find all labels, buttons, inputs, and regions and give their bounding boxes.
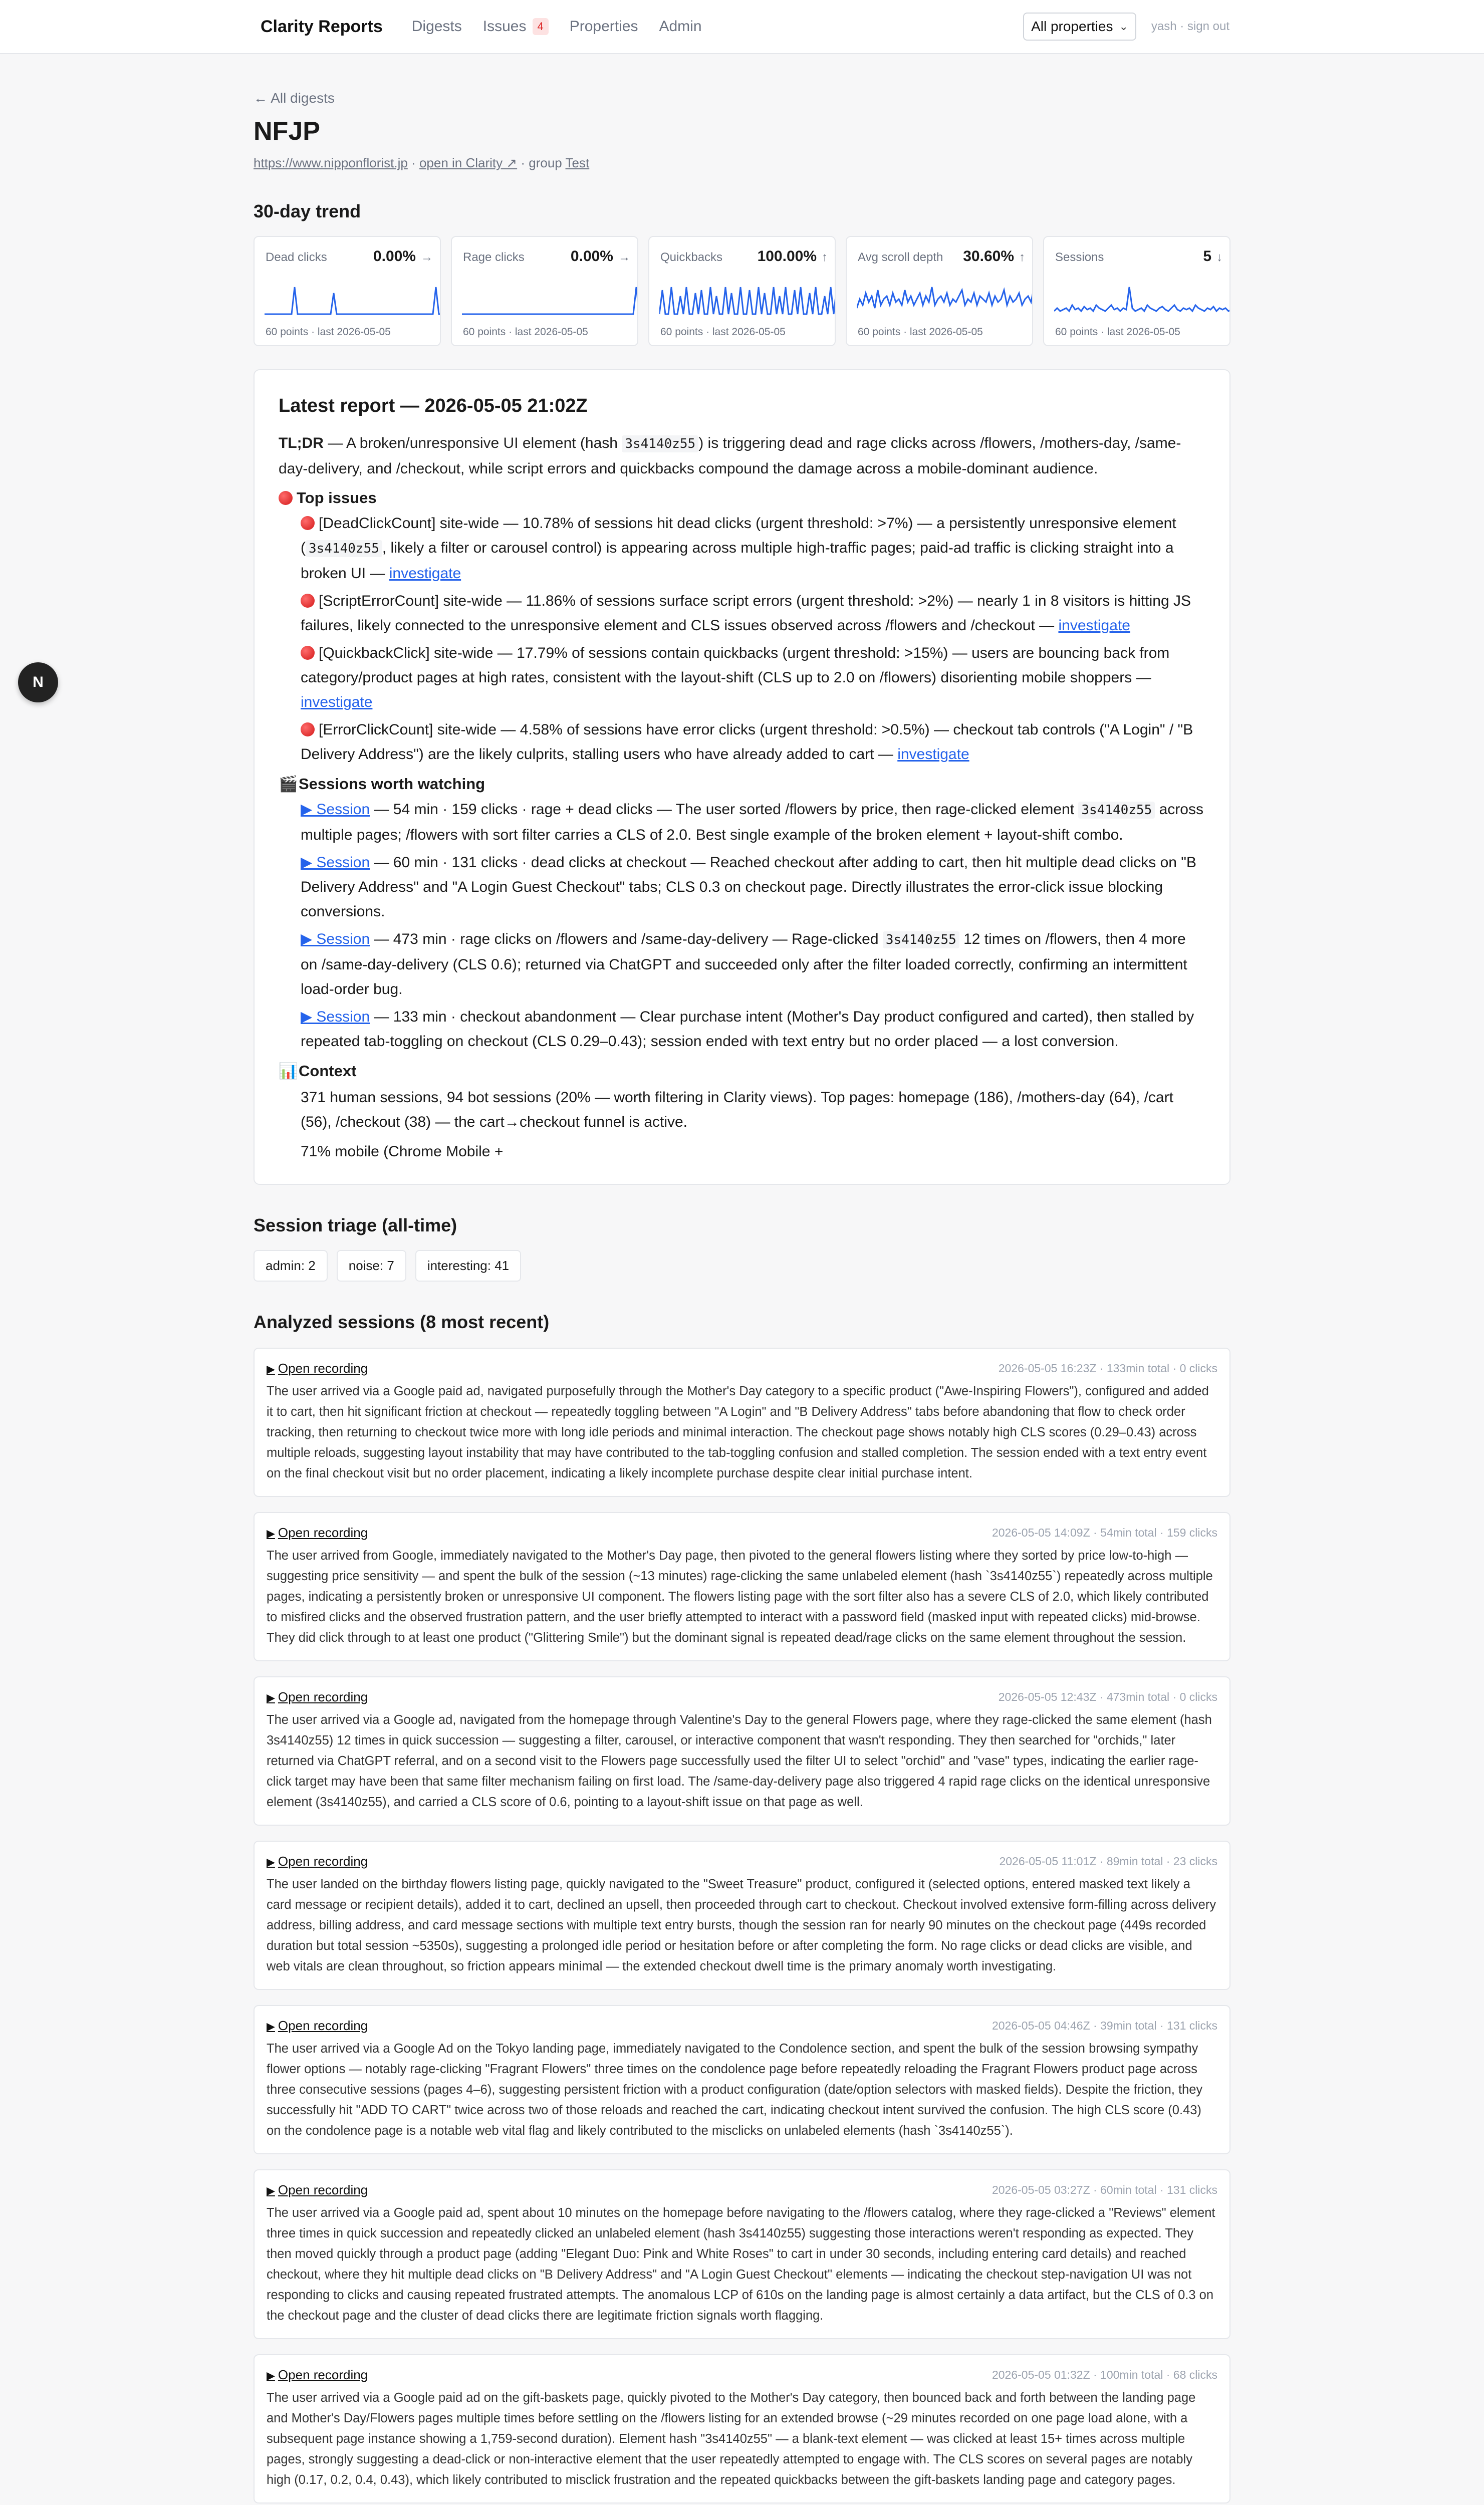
session-meta: 2026-05-05 14:09Z · 54min total · 159 clicks — [992, 1526, 1217, 1539]
session-card — [254, 1841, 1230, 1990]
element-hash: 3s4140z55 — [1078, 802, 1155, 819]
issues-count-badge: 4 — [533, 18, 549, 35]
session-summary: The user arrived from Google, immediately navigated to the Mother's Day page, then pivoted to the general flowers listing where they sorted by price low-to-high — suggesting price sensitivity — and spent the bulk of the session (~13 minutes) rage-clicking the same unlabeled element (hash `3s4140z55`) repeatedly across multiple pages, indicating a persistently broken or unresponsive UI component. The flowers listing page with the sort filter also has a severe CLS of 2.0, which likely contributed to misfired clicks and the observed frustration pattern, and the user briefly attempted to interact with a password field (masked input with repeated clicks) mid-browse. They did click through to at least one product ("Glittering Smile") but the dominant signal is repeated dead/rage clicks on the same element throughout the session. — [267, 1549, 1213, 1645]
session-meta: 2026-05-05 11:01Z · 89min total · 23 clicks — [999, 1855, 1217, 1868]
session-meta: 2026-05-05 03:27Z · 60min total · 131 clicks — [992, 2183, 1217, 2196]
trend-value: 0.00% — [373, 248, 416, 265]
sparkline — [659, 280, 836, 320]
sparkline — [857, 280, 1033, 320]
back-to-digests-link[interactable]: ← All digests — [254, 90, 335, 106]
arrow-down-icon: ↓ — [1216, 250, 1222, 264]
investigate-link[interactable]: investigate — [301, 694, 373, 710]
triage-chip-interesting[interactable]: interesting: 41 — [415, 1250, 521, 1282]
issue-text: [ScriptErrorCount] site-wide — 11.86% of sessions surface script errors (urgent threshold: >2%) — nearly 1 in 8 visitors is hitting JS failures, likely connected to the unresponsive element and CLS issues observed across /flowers and /checkout — — [301, 593, 1191, 634]
trend-value: 30.60% — [963, 248, 1014, 265]
trend-footnote: 60 points · last 2026-05-05 — [1055, 326, 1180, 338]
open-recording-link[interactable] — [267, 1689, 368, 1705]
trend-card-scroll-depth[interactable] — [846, 236, 1033, 346]
session-link[interactable]: ▶ Session — [301, 854, 370, 871]
property-subline — [254, 155, 1230, 171]
session-link[interactable]: ▶ Session — [301, 801, 370, 818]
play-icon: ▶ — [267, 1691, 275, 1704]
session-summary: The user landed on the birthday flowers listing page, quickly navigated to the "Sweet Treasure" product, configured it (selected options, entered masked text likely a card message or recipient details), added it to cart, declined an upsell, then proceeded through cart to checkout. Checkout involved extensive form-filling across delivery address, billing address, and card message sections with multiple text entry bursts, though the session ran for nearly 90 minutes on the checkout page (449s recorded duration but total session ~5350s), suggesting a prolonged idle period or hesitation before or after completing the form. No rage clicks or dead clicks are visible, and web vitals are clean throughout, so friction appears minimal — the extended checkout dwell time is the primary anomaly worth investigating. — [267, 1877, 1216, 1973]
session-card — [254, 1676, 1230, 1826]
issue-text: [DeadClickCount] site-wide — 10.78% of sessions hit dead clicks (urgent threshold: >7%) — a persistently unresponsive element ( — [301, 515, 1176, 556]
sparkline-series — [857, 287, 1033, 308]
session-summary: The user arrived via a Google paid ad, spent about 10 minutes on the homepage before navigating to the /flowers catalog, where they rage-clicked a "Reviews" element three times in quick succession and repeatedly clicked an unlabeled element (hash 3s4140z55) suggesting those interactions weren't responding as expected. They then moved quickly through a product page (adding "Elegant Duo: Pink and White Roses" to cart in under 30 seconds, including entering card details) and reached checkout, where they hit multiple dead clicks on "B Delivery Address" and "A Login Guest Checkout" elements — indicating the checkout step-navigation UI was not responding to clicks and causing repeated frustrated attempts. The anomalous LCP of 610s on the landing page is almost certainly a data artifact, but the CLS of 0.3 on the checkout page and the cluster of dead clicks there are legitimate friction signals worth flagging. — [267, 2206, 1215, 2323]
clapperboard-icon: 🎬 — [279, 775, 298, 793]
analyzed-heading: Analyzed sessions (8 most recent) — [254, 1312, 550, 1332]
context-heading — [279, 1062, 1204, 1080]
floating-assistant-button[interactable]: N — [18, 662, 58, 702]
issue-text-b: , likely a filter or carousel control) is appearing across multiple high-traffic pages; paid-ad traffic is clicking straight into a broken UI — — [301, 540, 1174, 582]
session-summary: The user arrived via a Google Ad on the Tokyo landing page, immediately navigated to the Condolence section, and spent the bulk of the session browsing sympathy flower options — notably rage-clicking "Fragrant Flowers" three times on the condolence page before repeatedly reloading the Fragrant Flowers product page across three consecutive sessions (pages 4–6), suggesting persistent friction with a product configuration (date/option selectors with masked fields). Despite the friction, they successfully hit "ADD TO CART" twice across two of those reloads and reached the cart, indicating checkout intent survived the confusion. The high CLS score (0.43) on the condolence page is a notable web vital flag and likely contributed to the misclicks on unlabeled elements (hash `3s4140z55`). — [267, 2042, 1203, 2138]
nav-link-issues-label: Issues — [482, 18, 527, 35]
property-url-link[interactable]: https://www.nipponflorist.jp — [254, 155, 408, 170]
sessions-watching-list — [301, 797, 1204, 1054]
sparkline-series — [1054, 287, 1230, 311]
separator: · — [411, 155, 416, 170]
trend-value: 5 — [1203, 248, 1211, 265]
issue-item — [301, 589, 1204, 638]
session-meta: 2026-05-05 16:23Z · 133min total · 0 clicks — [998, 1362, 1217, 1375]
nav-link-digests[interactable]: Digests — [411, 18, 462, 35]
tldr-text-b: ) is triggering dead and rage clicks across /flowers, /mothers-day, /same-day-delivery, and /checkout, while script errors and quickbacks compound the damage across a mobile-dominant audience. — [279, 435, 1181, 477]
session-summary: The user arrived via a Google ad, navigated from the homepage through Valentine's Day to the general Flowers page, where they rage-clicked the same element (hash 3s4140z55) 12 times in quick succession — suggesting a filter, carousel, or interactive component that wasn't responding. They then searched for "orchids," later returned via ChatGPT referral, and on a second visit to the Flowers page successfully used the filter UI to select "orchid" and "vase" types, indicating the earlier rage-click target may have been that same filter mechanism failing on first load. The /same-day-delivery page also triggered 4 rapid rage clicks on the identical unresponsive element (3s4140z55), and carried a CLS score of 0.6, pointing to a layout-shift issue on that page as well. — [267, 1713, 1212, 1809]
triage-chips — [254, 1250, 1230, 1282]
open-recording-label: Open recording — [278, 1361, 368, 1376]
issue-text: [QuickbackClick] site-wide — 17.79% of sessions contain quickbacks (urgent threshold: >15%) — users are bouncing back from category/product pages at high rates, consistent with the layout-shift (CLS up to 2.0 on /flowers) disorienting mobile shoppers — — [301, 645, 1170, 686]
investigate-link[interactable]: investigate — [897, 746, 969, 763]
session-summary: The user arrived via a Google paid ad on the gift-baskets page, quickly pivoted to the Mother's Day category, then bounced back and forth between the landing page and Mother's Day/Flowers pages multiple times before settling on the /flowers listing for an extended browse (~29 minutes recorded on one page load alone, with a subsequent page instance showing a 1,759-second duration). Element hash "3s4140z55" — a blank-text element — was clicked at least 15+ times across multiple pages, strongly suggesting a dead-click or non-interactive element that the user repeatedly attempted to engage with. The CLS scores on several pages are notably high (0.17, 0.2, 0.4, 0.43), which likely contributed to misclick frustration and the repeated quickbacks between the gift-baskets landing page and category pages. — [267, 2391, 1196, 2487]
top-issues-list — [301, 511, 1204, 767]
sparkline — [1054, 280, 1230, 320]
watch-item — [301, 1005, 1204, 1054]
open-in-clarity-link[interactable]: open in Clarity ↗ — [419, 155, 518, 170]
session-card — [254, 1348, 1230, 1497]
play-icon: ▶ — [267, 2184, 275, 2197]
element-hash: 3s4140z55 — [622, 435, 698, 452]
trend-label: Avg scroll depth — [858, 250, 943, 264]
analyzed-sessions-list — [254, 1348, 1230, 2505]
context-text-1: 371 human sessions, 94 bot sessions (20% — worth filtering in Clarity views). Top pages: homepage (186), /mothers-day (64), /cart (56), /checkout (38) — the cart→checkout funnel is active. — [301, 1089, 1173, 1130]
play-icon: ▶ — [267, 2020, 275, 2033]
play-icon: ▶ — [267, 1363, 275, 1375]
open-recording-link[interactable] — [267, 1525, 368, 1541]
triage-chip-noise[interactable]: noise: 7 — [337, 1250, 406, 1282]
sessions-watching-label: Sessions worth watching — [299, 775, 485, 793]
investigate-link[interactable]: investigate — [389, 565, 461, 582]
property-select-value: All properties — [1031, 19, 1113, 34]
trend-footnote: 60 points · last 2026-05-05 — [660, 326, 786, 338]
session-link[interactable]: ▶ Session — [301, 931, 370, 947]
play-icon: ▶ — [267, 1527, 275, 1540]
trend-footnote: 60 points · last 2026-05-05 — [858, 326, 983, 338]
user-signout[interactable]: yash · sign out — [1151, 20, 1229, 33]
watch-text: — 54 min · 159 clicks · rage + dead clicks — The user sorted /flowers by price, then rage-clicked element — [370, 801, 1079, 818]
sessions-watching-heading — [279, 775, 1204, 793]
play-icon: ▶ — [267, 2369, 275, 2382]
watch-text: — 133 min · checkout abandonment — Clear purchase intent (Mother's Day product configured and carted), then stalled by repeated tab-toggling on checkout (CLS 0.29–0.43); session ended with text entry but no order placed — a lost conversion. — [301, 1009, 1194, 1050]
watch-text: — 60 min · 131 clicks · dead clicks at checkout — Reached checkout after adding to cart, then hit multiple dead clicks on "B Delivery Address" and "A Login Guest Checkout" tabs; CLS 0.3 on checkout page. Directly illustrates the error-click issue blocking conversions. — [301, 854, 1196, 920]
open-recording-link[interactable] — [267, 2182, 368, 2198]
top-issues-heading — [279, 489, 1204, 507]
triage-chip-admin[interactable]: admin: 2 — [254, 1250, 328, 1282]
sparkline — [265, 280, 441, 320]
open-recording-link[interactable] — [267, 1854, 368, 1869]
trend-label: Quickbacks — [660, 250, 723, 264]
red-circle-icon — [301, 722, 315, 736]
arrow-right-icon: → — [421, 250, 433, 264]
sparkline — [462, 280, 638, 320]
tldr-text-a: — A broken/unresponsive UI element (hash — [323, 435, 622, 451]
open-recording-link[interactable] — [267, 2018, 368, 2034]
watch-text-b: 12 times on /flowers, then 4 more on /same-day-delivery (CLS 0.6); returned via ChatGPT and succeeded only after the filter loaded correctly, confirming an intermittent load-order bug. — [301, 931, 1187, 997]
group-link[interactable]: Test — [565, 155, 590, 170]
session-card — [254, 2005, 1230, 2154]
red-circle-icon — [301, 594, 315, 608]
trend-footnote: 60 points · last 2026-05-05 — [463, 326, 588, 338]
group-prefix: · group — [521, 155, 562, 170]
sparkline-series — [659, 287, 836, 314]
red-circle-icon — [279, 491, 293, 505]
arrow-up-icon: ↑ — [822, 250, 828, 264]
open-recording-label: Open recording — [278, 2182, 368, 2197]
trend-label: Rage clicks — [463, 250, 525, 264]
trend-value: 0.00% — [570, 248, 613, 265]
trend-value: 100.00% — [757, 248, 817, 265]
red-circle-icon — [301, 516, 315, 530]
investigate-link[interactable]: investigate — [1058, 617, 1130, 634]
main-content — [254, 54, 1230, 2505]
open-recording-label: Open recording — [278, 2367, 368, 2382]
context-label: Context — [299, 1062, 357, 1080]
watch-item — [301, 850, 1204, 924]
watch-item — [301, 797, 1204, 847]
issue-text: [ErrorClickCount] site-wide — 4.58% of sessions have error clicks (urgent threshold: >0.5%) — checkout tab controls ("A Login" / "B Delivery Address") are the likely culprits, stalling users who have already added to cart — — [301, 721, 1193, 763]
open-recording-label: Open recording — [278, 2018, 368, 2033]
session-card — [254, 2169, 1230, 2339]
nav-link-properties[interactable]: Properties — [569, 18, 638, 35]
session-link[interactable]: ▶ Session — [301, 1009, 370, 1025]
page-title: NFJP — [254, 117, 320, 146]
report-heading: Latest report — 2026-05-05 21:02Z — [279, 395, 588, 416]
chevron-down-icon: ⌄ — [1119, 20, 1128, 33]
trend-card-rage-clicks[interactable] — [451, 236, 638, 346]
open-recording-link[interactable] — [267, 1361, 368, 1376]
session-meta: 2026-05-05 04:46Z · 39min total · 131 clicks — [992, 2019, 1217, 2032]
trend-card-sessions[interactable] — [1043, 236, 1230, 346]
context-text-2: 71% mobile (Chrome Mobile + — [301, 1143, 504, 1160]
open-recording-label: Open recording — [278, 1525, 368, 1540]
trend-footnote: 60 points · last 2026-05-05 — [266, 326, 391, 338]
play-icon: ▶ — [267, 1856, 275, 1868]
latest-report-card — [254, 369, 1230, 1185]
trend-card-quickbacks[interactable] — [648, 236, 836, 346]
trend-label: Sessions — [1055, 250, 1104, 264]
watch-text-b: across multiple pages; /flowers with sort filter carries a CLS of 2.0. Best single example of the broken element + layout-shift combo. — [301, 801, 1203, 843]
element-hash: 3s4140z55 — [883, 931, 959, 948]
sparkline-series — [265, 287, 441, 314]
session-meta: 2026-05-05 01:32Z · 100min total · 68 clicks — [992, 2368, 1217, 2381]
watch-text: — 473 min · rage clicks on /flowers and /same-day-delivery — Rage-clicked — [370, 931, 883, 947]
open-recording-label: Open recording — [278, 1854, 368, 1869]
trend-label: Dead clicks — [266, 250, 327, 264]
bar-chart-icon: 📊 — [279, 1062, 298, 1080]
tldr-label: TL;DR — [279, 435, 324, 451]
red-circle-icon — [301, 646, 315, 660]
open-recording-link[interactable] — [267, 2367, 368, 2383]
watch-item — [301, 927, 1204, 1001]
trend-card-dead-clicks[interactable] — [254, 236, 441, 346]
session-meta: 2026-05-05 12:43Z · 473min total · 0 clicks — [998, 1690, 1217, 1703]
brand-logo[interactable]: Clarity Reports — [261, 17, 383, 36]
issue-item — [301, 511, 1204, 586]
session-card — [254, 1512, 1230, 1661]
nav-link-admin[interactable]: Admin — [659, 18, 702, 35]
property-select[interactable] — [1023, 13, 1136, 41]
element-hash: 3s4140z55 — [306, 540, 382, 557]
session-card — [254, 2354, 1230, 2503]
top-issues-label: Top issues — [297, 489, 377, 507]
sparkline-series — [462, 287, 638, 314]
top-navbar — [0, 0, 1484, 54]
trend-heading: 30-day trend — [254, 201, 361, 221]
trend-cards — [254, 236, 1230, 346]
issue-item — [301, 641, 1204, 714]
triage-heading: Session triage (all-time) — [254, 1215, 457, 1235]
arrow-right-icon: → — [618, 250, 630, 264]
issue-item — [301, 717, 1204, 767]
arrow-up-icon: ↑ — [1019, 250, 1025, 264]
nav-right — [1023, 13, 1229, 41]
tldr-paragraph — [279, 431, 1204, 481]
nav-link-issues[interactable] — [483, 18, 549, 35]
session-summary: The user arrived via a Google paid ad, navigated purposefully through the Mother's Day category to a specific product ("Awe-Inspiring Flowers"), configured and added it to cart, then hit significant friction at checkout — repeatedly toggling between "A Login" and "B Delivery Address" tabs before abandoning that flow to check order tracking, then returning to checkout twice more with long idle periods and minimal interaction. The checkout page shows notably high CLS scores (0.29–0.43) across multiple reloads, suggesting layout instability that may have contributed to the tab-toggling confusion and stalled completion. The session ended with a text entry event on the final checkout visit but no order placement, indicating a likely incomplete purchase despite clear initial purchase intent. — [267, 1384, 1209, 1480]
open-recording-label: Open recording — [278, 1689, 368, 1704]
